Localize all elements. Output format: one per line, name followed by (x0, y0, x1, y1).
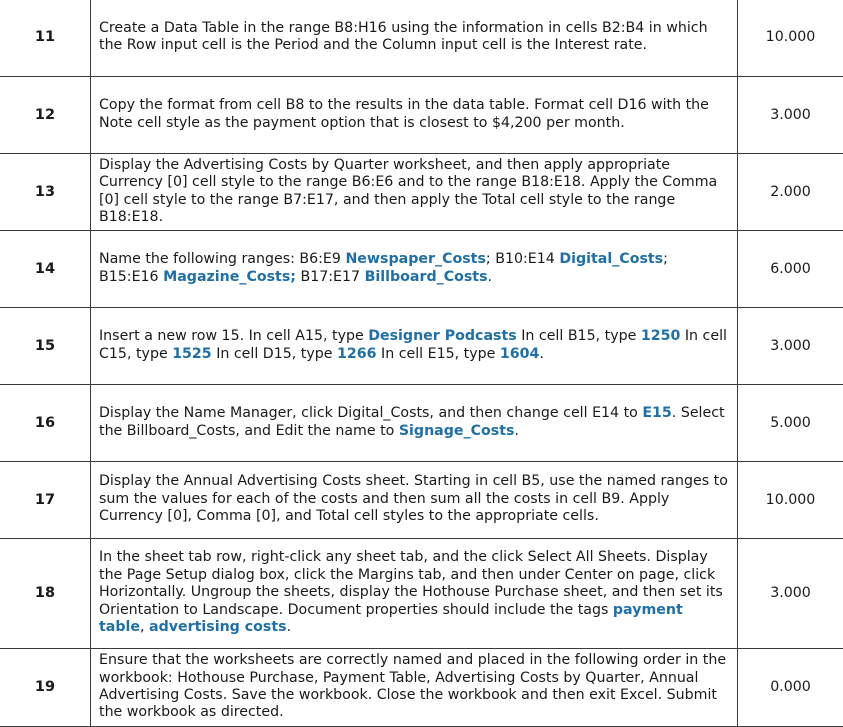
highlighted-term: 1525 (172, 346, 212, 362)
highlighted-term: 1266 (337, 346, 377, 362)
description-text: In cell B15, type (517, 328, 641, 344)
step-description (91, 461, 738, 538)
highlighted-term: Newspaper_Costs (345, 251, 485, 267)
step-number: 15 (0, 307, 91, 384)
step-description (91, 538, 738, 648)
description-text: . (514, 423, 519, 439)
highlighted-term: 1250 (641, 328, 681, 344)
description-text: Name the following ranges: B6:E9 (99, 251, 345, 267)
description-text: . (488, 269, 493, 285)
step-points: 3.000 (738, 76, 843, 153)
table-row (0, 648, 843, 726)
step-points: 3.000 (738, 538, 843, 648)
step-number: 11 (0, 0, 91, 76)
description-text: ; B15:E16 (99, 251, 668, 284)
step-number: 17 (0, 461, 91, 538)
highlighted-term: Digital_Costs (559, 251, 663, 267)
step-description (91, 648, 738, 726)
description-text: . Select the Billboard_Costs, and Edit the name to (99, 405, 725, 438)
step-description (91, 230, 738, 307)
step-points: 2.000 (738, 153, 843, 230)
table-row (0, 307, 843, 384)
step-number: 19 (0, 648, 91, 726)
description-text: In cell E15, type (377, 346, 500, 362)
description-text: Ensure that the worksheets are correctly named and placed in the following order in the workbook: Hothouse Purchase, Payment Table, Advertising Costs by Quarter, Annual Advertising Costs. Save the workbook. Close the workbook and then exit Excel. Submit the workbook as directed. (99, 652, 726, 720)
step-number: 12 (0, 76, 91, 153)
step-points: 5.000 (738, 384, 843, 461)
step-number: 18 (0, 538, 91, 648)
step-points: 6.000 (738, 230, 843, 307)
highlighted-term: E15 (642, 405, 671, 421)
highlighted-term: advertising costs (149, 619, 287, 635)
highlighted-term: Magazine_Costs; (163, 269, 296, 285)
description-text: Display the Name Manager, click Digital_Costs, and then change cell E14 to (99, 405, 642, 421)
highlighted-term: Billboard_Costs (365, 269, 488, 285)
description-text: , (140, 619, 149, 635)
step-number: 13 (0, 153, 91, 230)
step-description (91, 76, 738, 153)
description-text: Display the Advertising Costs by Quarter worksheet, and then apply appropriate Currency [0] cell style to the range B6:E6 and to the range B18:E18. Apply the Comma [0] cell style to the range B7:E17, and then apply the Total cell style to the range B18:E18. (99, 157, 717, 225)
step-number: 14 (0, 230, 91, 307)
step-description (91, 307, 738, 384)
table-row (0, 0, 843, 76)
table-row (0, 76, 843, 153)
description-text: ; B10:E14 (486, 251, 559, 267)
description-text: Create a Data Table in the range B8:H16 using the information in cells B2:B4 in which the Row input cell is the Period and the Column input cell is the Interest rate. (99, 20, 708, 53)
step-description (91, 0, 738, 76)
step-points: 3.000 (738, 307, 843, 384)
description-text: In cell C15, type (99, 328, 727, 361)
description-text: Display the Annual Advertising Costs sheet. Starting in cell B5, use the named ranges to sum the values for each of the costs and then sum all the costs in cell B9. Apply Currency [0], Comma [0], and Total cell styles to the appropriate cells. (99, 473, 728, 524)
step-points: 0.000 (738, 648, 843, 726)
step-number: 16 (0, 384, 91, 461)
description-text: B17:E17 (296, 269, 365, 285)
description-text: Insert a new row 15. In cell A15, type (99, 328, 368, 344)
highlighted-term: Designer Podcasts (368, 328, 516, 344)
description-text: Copy the format from cell B8 to the results in the data table. Format cell D16 with the Note cell style as the payment option that is closest to $4,200 per month. (99, 97, 709, 130)
table-row (0, 538, 843, 648)
description-text: . (539, 346, 544, 362)
step-points: 10.000 (738, 461, 843, 538)
step-description (91, 153, 738, 230)
step-description (91, 384, 738, 461)
step-points: 10.000 (738, 0, 843, 76)
description-text: In the sheet tab row, right-click any sheet tab, and the click Select All Sheets. Display the Page Setup dialog box, click the Margins tab, and then under Center on page, click Horizontally. Ungroup the sheets, display the Hothouse Purchase sheet, and then set its Orientation to Landscape. Document properties should include the tags (99, 549, 723, 617)
highlighted-term: payment table (99, 602, 683, 635)
highlighted-term: Signage_Costs (399, 423, 515, 439)
highlighted-term: 1604 (500, 346, 540, 362)
table-row (0, 153, 843, 230)
description-text: In cell D15, type (212, 346, 337, 362)
table-row (0, 384, 843, 461)
description-text: . (287, 619, 292, 635)
table-row (0, 230, 843, 307)
table-row (0, 461, 843, 538)
